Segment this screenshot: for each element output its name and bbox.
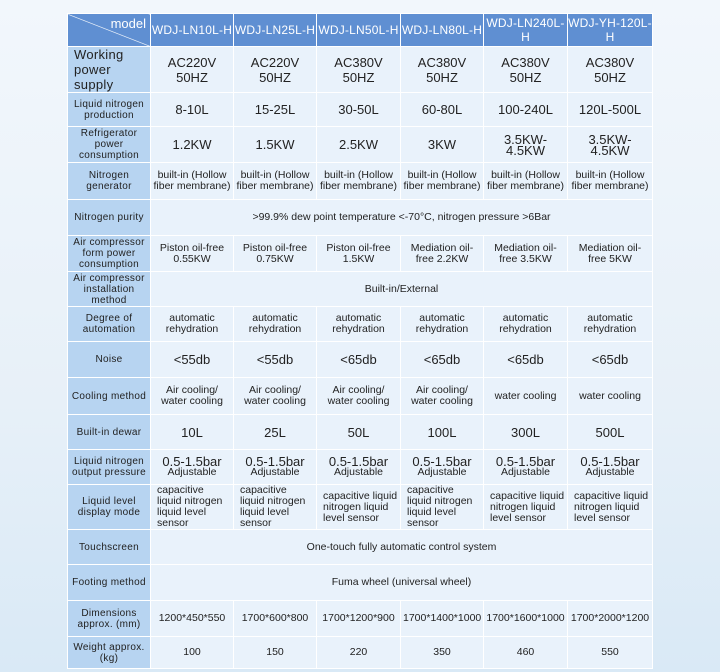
value-cell: 1.2KW [151,127,234,163]
value-cell: 100 [151,637,234,669]
value-cell: automatic rehydration [484,307,568,342]
model-header: WDJ-LN240L-H [484,14,568,47]
model-corner-cell [68,14,151,47]
value-cell: <65db [401,342,484,378]
model-header: WDJ-YH-120L-H [568,14,653,47]
row-label: Working power supply [68,47,151,93]
value-cell: Mediation oil-free 2.2KW [401,236,484,272]
row-label: Air compressor installation method [68,272,151,307]
value-cell: 0.5-1.5bar Adjustable [317,450,401,485]
row-label: Nitrogen generator [68,163,151,200]
value-cell: built-in (Hollow fiber membrane) [151,163,234,200]
value-cell: 0.5-1.5bar Adjustable [484,450,568,485]
value-cell: 120L-500L [568,93,653,127]
model-header: WDJ-LN10L-H [151,14,234,47]
spanned-value-cell: One-touch fully automatic control system [151,530,653,565]
value-cell: Air cooling/ water cooling [317,378,401,415]
row-label: Built-in dewar [68,415,151,450]
model-header: WDJ-LN50L-H [317,14,401,47]
value-cell: built-in (Hollow fiber membrane) [401,163,484,200]
value-cell: automatic rehydration [401,307,484,342]
value-cell: Air cooling/ water cooling [151,378,234,415]
row-label: Air compressor form power consumption [68,236,151,272]
row-label: Footing method [68,565,151,601]
value-cell: capacitive liquid nitrogen liquid level sensor [484,485,568,530]
value-cell: 500L [568,415,653,450]
value-cell: Piston oil-free 0.55KW [151,236,234,272]
row-label: Liquid nitrogen output pressure [68,450,151,485]
value-cell: automatic rehydration [317,307,401,342]
spec-row-output-pressure [68,450,653,485]
spec-row-touchscreen [68,530,653,565]
value-cell: 8-10L [151,93,234,127]
value-cell: built-in (Hollow fiber membrane) [568,163,653,200]
model-header: WDJ-LN25L-H [234,14,317,47]
spec-row-refrigerator-power [68,127,653,163]
model-corner-label: model [110,16,146,31]
spec-row-level-display [68,485,653,530]
value-cell: built-in (Hollow fiber membrane) [484,163,568,200]
spec-row-footing [68,565,653,601]
value-cell: automatic rehydration [151,307,234,342]
spec-table [67,13,653,669]
value-cell: 50L [317,415,401,450]
spanned-value-cell: Fuma wheel (universal wheel) [151,565,653,601]
value-cell: capacitive liquid nitrogen liquid level sensor [568,485,653,530]
value-cell: 2.5KW [317,127,401,163]
row-label: Liquid nitrogen production [68,93,151,127]
value-cell: 1.5KW [234,127,317,163]
row-label: Nitrogen purity [68,200,151,236]
value-cell: Air cooling/ water cooling [401,378,484,415]
value-cell: 3.5KW-4.5KW [568,127,653,163]
value-cell: AC380V 50HZ [568,47,653,93]
value-cell: AC380V 50HZ [401,47,484,93]
value-cell: 10L [151,415,234,450]
value-cell: Piston oil-free 0.75KW [234,236,317,272]
value-cell: 15-25L [234,93,317,127]
value-cell: built-in (Hollow fiber membrane) [234,163,317,200]
spec-row-air-compressor-form [68,236,653,272]
value-cell: Piston oil-free 1.5KW [317,236,401,272]
spec-row-noise [68,342,653,378]
row-label: Weight approx. (kg) [68,637,151,669]
value-cell: capacitive liquid nitrogen liquid level sensor [234,485,317,530]
row-label: Touchscreen [68,530,151,565]
value-cell: Air cooling/ water cooling [234,378,317,415]
value-cell: water cooling [484,378,568,415]
value-cell: capacitive liquid nitrogen liquid level sensor [151,485,234,530]
row-label: Noise [68,342,151,378]
value-cell: automatic rehydration [568,307,653,342]
value-cell: 0.5-1.5bar Adjustable [568,450,653,485]
spec-row-production [68,93,653,127]
value-cell: 3KW [401,127,484,163]
value-cell: water cooling [568,378,653,415]
value-cell: 30-50L [317,93,401,127]
spec-row-cooling [68,378,653,415]
header-row [68,14,653,47]
value-cell: 60-80L [401,93,484,127]
row-label: Liquid level display mode [68,485,151,530]
value-cell: 1700*1200*900 [317,601,401,637]
spec-row-weight [68,637,653,669]
value-cell: AC220V 50HZ [151,47,234,93]
spec-row-automation [68,307,653,342]
spec-row-power-supply [68,47,653,93]
value-cell: 300L [484,415,568,450]
spec-row-dewar [68,415,653,450]
value-cell: <65db [568,342,653,378]
value-cell: 1200*450*550 [151,601,234,637]
value-cell: 100-240L [484,93,568,127]
value-cell: built-in (Hollow fiber membrane) [317,163,401,200]
spanned-value-cell: >99.9% dew point temperature <-70°C, nitrogen pressure >6Bar [151,200,653,236]
value-cell: <65db [484,342,568,378]
value-cell: 0.5-1.5bar Adjustable [401,450,484,485]
value-cell: 350 [401,637,484,669]
value-cell: <55db [234,342,317,378]
model-header: WDJ-LN80L-H [401,14,484,47]
value-cell: capacitive liquid nitrogen liquid level sensor [317,485,401,530]
value-cell: 1700*2000*1200 [568,601,653,637]
value-cell: 150 [234,637,317,669]
spec-row-nitrogen-generator [68,163,653,200]
value-cell: 1700*600*800 [234,601,317,637]
value-cell: automatic rehydration [234,307,317,342]
value-cell: 0.5-1.5bar Adjustable [234,450,317,485]
value-cell: AC380V 50HZ [317,47,401,93]
value-cell: 220 [317,637,401,669]
value-cell: 460 [484,637,568,669]
spanned-value-cell: Built-in/External [151,272,653,307]
row-label: Dimensions approx. (mm) [68,601,151,637]
value-cell: AC220V 50HZ [234,47,317,93]
spec-row-air-compressor-install [68,272,653,307]
value-cell: 100L [401,415,484,450]
value-cell: 550 [568,637,653,669]
value-cell: 1700*1600*1000 [484,601,568,637]
value-cell: 1700*1400*1000 [401,601,484,637]
value-cell: AC380V 50HZ [484,47,568,93]
row-label: Degree of automation [68,307,151,342]
value-cell: <65db [317,342,401,378]
value-cell: capacitive liquid nitrogen liquid level sensor [401,485,484,530]
spec-row-nitrogen-purity [68,200,653,236]
value-cell: Mediation oil-free 3.5KW [484,236,568,272]
value-cell: 25L [234,415,317,450]
row-label: Refrigerator power consumption [68,127,151,163]
value-cell: 0.5-1.5bar Adjustable [151,450,234,485]
spec-row-dimensions [68,601,653,637]
row-label: Cooling method [68,378,151,415]
value-cell: <55db [151,342,234,378]
value-cell: 3.5KW-4.5KW [484,127,568,163]
value-cell: Mediation oil-free 5KW [568,236,653,272]
